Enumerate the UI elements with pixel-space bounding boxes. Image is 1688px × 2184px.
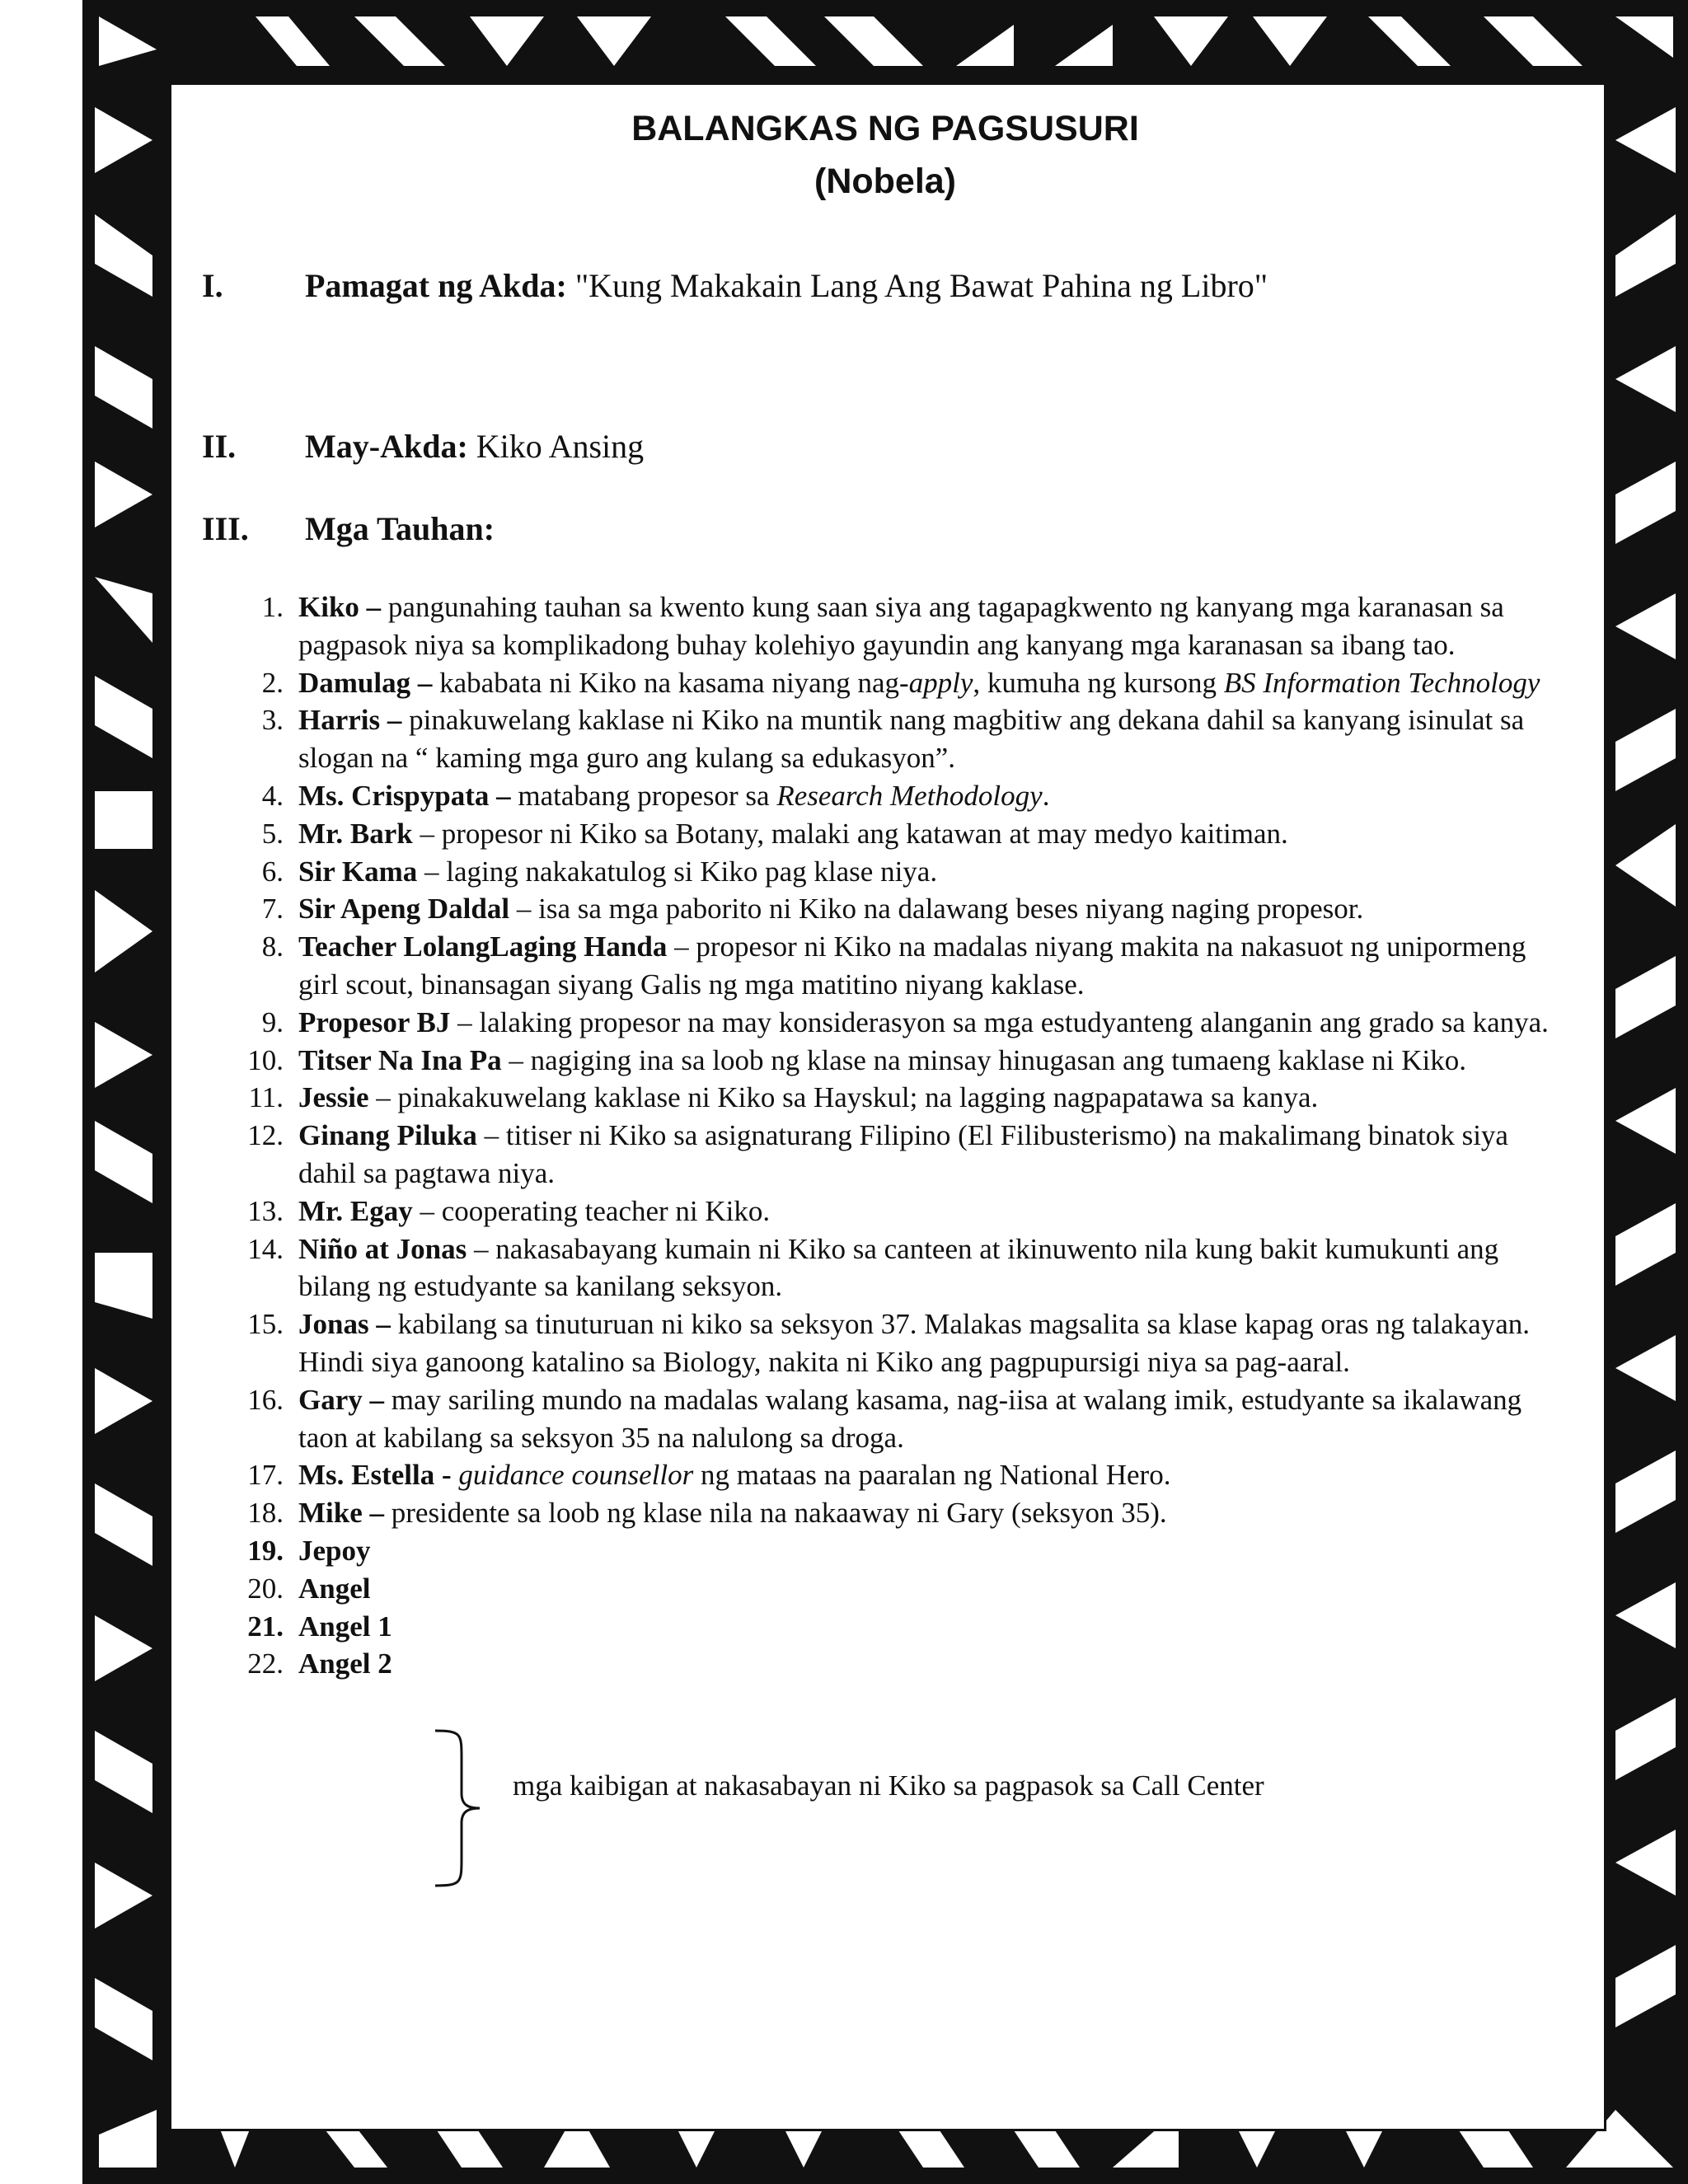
section-number: II. bbox=[202, 428, 237, 465]
character-name: Damulag bbox=[298, 666, 411, 699]
character-name: Angel bbox=[298, 1572, 371, 1605]
list-item: 22. Angel 2 bbox=[247, 1647, 392, 1680]
section-value: "Kung Makakain Lang Ang Bawat Pahina ng Libro" bbox=[574, 267, 1268, 304]
list-item: 6. Sir Kama – laging nakakatulog si Kiko pag klase niya. bbox=[261, 855, 938, 888]
character-name: Angel 1 bbox=[298, 1610, 392, 1643]
list-item: 20. Angel bbox=[247, 1572, 371, 1605]
list-item: 21. Angel 1 bbox=[247, 1610, 392, 1643]
character-description: pinakakuwelang kaklase ni Kiko sa Hayskul; na lagging nagpapatawa sa kanya. bbox=[397, 1081, 1319, 1114]
character-description: nagiging ina sa loob ng klase na minsay hinugasan ang tumaeng kaklase ni Kiko. bbox=[530, 1043, 1466, 1076]
character-name: Ginang Piluka bbox=[298, 1119, 477, 1152]
character-name: Harris bbox=[298, 704, 381, 737]
list-item: 3. Harris – pinakuwelang kaklase ni Kiko na muntik nang magbitiw ang dekana dahil sa kanyang isinulat sa slogan na “ kaming mga guro ang kulang sa edukasyon”. bbox=[261, 704, 1525, 775]
character-name: Niño at Jonas bbox=[298, 1232, 467, 1265]
list-item: 7. Sir Apeng Daldal – isa sa mga paborito ni Kiko na dalawang beses niyang naging propesor. bbox=[261, 893, 1364, 926]
character-description: propesor ni Kiko na madalas niyang makita na nakasuot ng unipormeng girl scout, binansagan siyang Galis ng mga matitino niyang kaklase. bbox=[298, 930, 1526, 1001]
section-label: May-Akda: bbox=[305, 428, 468, 465]
list-item: 4. Ms. Crispypata – matabang propesor sa Research Methodology. bbox=[261, 779, 1050, 812]
list-item: 17. Ms. Estella - guidance counsellor ng mataas na paaralan ng National Hero. bbox=[247, 1459, 1171, 1492]
character-description: pangunahing tauhan sa kwento kung saan siya ang tagapagkwento ng kanyang mga karanasan sa pagpasok niya sa komplikadong buhay kolehiyo gayundin ang kanyang mga karanasan sa ibang tao. bbox=[298, 591, 1504, 661]
character-name: Mr. Bark bbox=[298, 817, 413, 850]
section-number: I. bbox=[202, 267, 223, 304]
list-item: 19. Jepoy bbox=[247, 1534, 371, 1567]
character-name: Mr. Egay bbox=[298, 1194, 413, 1227]
character-description: propesor ni Kiko sa Botany, malaki ang katawan at may medyo kaitiman. bbox=[441, 817, 1288, 850]
list-item: 1. Kiko – pangunahing tauhan sa kwento kung saan siya ang tagapagkwento ng kanyang mga karanasan sa pagpasok niya sa komplikadong buhay kolehiyo gayundin ang kanyang mga karanasan sa ibang tao. bbox=[261, 591, 1504, 661]
character-name: Kiko bbox=[298, 591, 359, 623]
list-item: 2. Damulag – kababata ni Kiko na kasama niyang nag-apply, kumuha ng kursong BS Information Technology bbox=[261, 666, 1540, 699]
character-description: cooperating teacher ni Kiko. bbox=[441, 1194, 771, 1227]
list-item: 16. Gary – may sariling mundo na madalas walang kasama, nag-iisa at walang imik, estudyante sa ikalawang taon at kabilang sa seksyon 35 na nalulong sa droga. bbox=[247, 1383, 1522, 1454]
list-item: 9. Propesor BJ – lalaking propesor na may konsiderasyon sa mga estudyanteng alanganin ang grado sa kanya. bbox=[261, 1005, 1549, 1038]
curly-brace-icon bbox=[429, 1726, 486, 1891]
character-description: presidente sa loob ng klase nila na nakaaway ni Gary (seksyon 35). bbox=[391, 1497, 1167, 1530]
character-name: Teacher LolangLaging Handa bbox=[298, 930, 668, 963]
list-item: 14. Niño at Jonas – nakasabayang kumain ni Kiko sa canteen at ikinuwento nila kung bakit kumukunti ang bilang ng estudyante sa kanilang seksyon. bbox=[247, 1232, 1499, 1303]
character-description: kabilang sa tinuturuan ni kiko sa seksyon 37. Malakas magsalita sa klase kapag oras ng talakayan. Hindi siya ganoong katalino sa Biology, nakita ni Kiko ang pagpupursigi niya sa pag-aaral. bbox=[298, 1308, 1530, 1378]
character-description: isa sa mga paborito ni Kiko na dalawang beses niyang naging propesor. bbox=[538, 893, 1364, 926]
character-name: Propesor BJ bbox=[298, 1005, 451, 1038]
section-label: Mga Tauhan: bbox=[305, 510, 495, 547]
list-item: 8. Teacher LolangLaging Handa – propesor ni Kiko na madalas niyang makita na nakasuot ng unipormeng girl scout, binansagan siyang Galis ng mga matitino niyang kaklase. bbox=[261, 930, 1526, 1001]
list-item: 12. Ginang Piluka – titiser ni Kiko sa asignaturang Filipino (El Filibusterismo) na makalimang binatok siya dahil sa pagtawa niya. bbox=[247, 1119, 1508, 1189]
document-title: BALANGKAS NG PAGSUSURI bbox=[631, 109, 1139, 148]
list-item: 5. Mr. Bark – propesor ni Kiko sa Botany, malaki ang katawan at may medyo kaitiman. bbox=[261, 817, 1288, 850]
list-item: 11. Jessie – pinakakuwelang kaklase ni Kiko sa Hayskul; na lagging nagpapatawa sa kanya. bbox=[248, 1081, 1319, 1114]
character-name: Jessie bbox=[298, 1081, 369, 1114]
list-item: 18. Mike – presidente sa loob ng klase nila na nakaaway ni Gary (seksyon 35). bbox=[247, 1497, 1167, 1530]
character-description: titiser ni Kiko sa asignaturang Filipino (El Filibusterismo) na makalimang binatok siya dahil sa pagtawa niya. bbox=[298, 1119, 1508, 1189]
character-name: Sir Kama bbox=[298, 855, 418, 888]
character-name: Mike bbox=[298, 1497, 363, 1530]
character-description: laging nakakatulog si Kiko pag klase niya. bbox=[446, 855, 938, 888]
character-name: Jepoy bbox=[298, 1534, 371, 1567]
character-name: Angel 2 bbox=[298, 1647, 392, 1680]
group-description: mga kaibigan at nakasabayan ni Kiko sa pagpasok sa Call Center bbox=[513, 1769, 1264, 1802]
character-description: nakasabayang kumain ni Kiko sa canteen at ikinuwento nila kung bakit kumukunti ang bilang ng estudyante sa kanilang seksyon. bbox=[298, 1232, 1499, 1303]
character-name: Sir Apeng Daldal bbox=[298, 893, 510, 926]
character-description: may sariling mundo na madalas walang kasama, nag-iisa at walang imik, estudyante sa ikalawang taon at kabilang sa seksyon 35 na nalulong sa droga. bbox=[298, 1383, 1522, 1454]
character-description: lalaking propesor na may konsiderasyon sa mga estudyanteng alanganin ang grado sa kanya. bbox=[479, 1005, 1549, 1038]
section-value: Kiko Ansing bbox=[476, 428, 645, 465]
section-number: III. bbox=[202, 510, 249, 547]
list-item: 10. Titser Na Ina Pa – nagiging ina sa loob ng klase na minsay hinugasan ang tumaeng kaklase ni Kiko. bbox=[247, 1043, 1466, 1076]
section-label: Pamagat ng Akda: bbox=[305, 267, 567, 304]
character-name: Ms. Estella bbox=[298, 1459, 435, 1492]
character-description: pinakuwelang kaklase ni Kiko na muntik nang magbitiw ang dekana dahil sa kanyang isinulat sa slogan na “ kaming mga guro ang kulang sa edukasyon”. bbox=[298, 704, 1525, 775]
character-name: Gary bbox=[298, 1383, 363, 1416]
document-subtitle: (Nobela) bbox=[814, 162, 956, 201]
character-name: Titser Na Ina Pa bbox=[298, 1043, 502, 1076]
character-name: Jonas bbox=[298, 1308, 369, 1341]
character-name: Ms. Crispypata bbox=[298, 779, 490, 812]
list-item: 13. Mr. Egay – cooperating teacher ni Kiko. bbox=[247, 1194, 771, 1227]
list-item: 15. Jonas – kabilang sa tinuturuan ni kiko sa seksyon 37. Malakas magsalita sa klase kapag oras ng talakayan. Hindi siya ganoong katalino sa Biology, nakita ni Kiko ang pagpupursigi niya sa pag-aaral. bbox=[247, 1308, 1530, 1378]
character-list bbox=[198, 588, 1566, 1683]
